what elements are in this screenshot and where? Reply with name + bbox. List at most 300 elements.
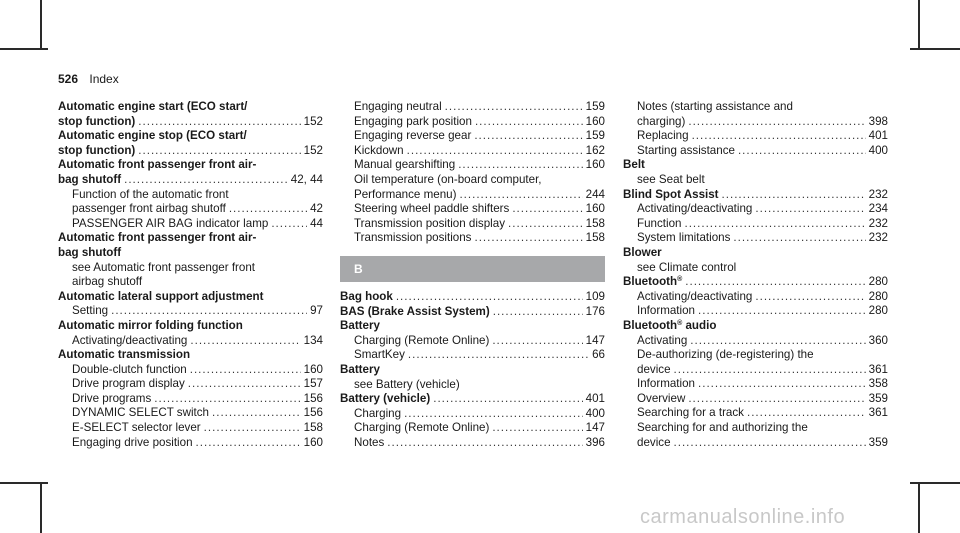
entry-label [637, 173, 705, 188]
index-subentry [623, 144, 888, 159]
index-subentry [58, 334, 323, 349]
entry-label [340, 290, 393, 305]
crop-mark [40, 482, 42, 533]
page-reference[interactable]: 147 [585, 333, 605, 347]
leader-dots [229, 202, 307, 217]
index-heading [58, 348, 323, 363]
page-reference[interactable]: 160 [303, 435, 323, 449]
leader-dots [733, 231, 865, 246]
index-column-1 [58, 100, 323, 450]
leader-dots [698, 304, 866, 319]
entry-label [72, 217, 268, 232]
leader-dots [154, 392, 300, 407]
entry-label [354, 436, 384, 451]
leader-dots [722, 188, 866, 203]
page-reference[interactable]: 232 [868, 216, 888, 230]
entry-text: Bluetooth [623, 318, 678, 332]
leader-dots [138, 115, 300, 130]
index-subentry [623, 217, 888, 232]
page-reference[interactable]: 360 [868, 333, 888, 347]
index-subentry [58, 275, 323, 290]
index-subentry [340, 378, 605, 393]
page-reference[interactable]: 134 [303, 333, 323, 347]
entry-label [354, 115, 472, 130]
leader-dots [474, 231, 582, 246]
entry-text: Engaging neutral [354, 100, 442, 113]
entry-text: Automatic transmission [58, 348, 191, 362]
index-subentry [58, 406, 323, 421]
index-heading [58, 231, 323, 246]
leader-dots [396, 290, 583, 305]
entry-text: passenger front airbag shutoff [72, 202, 226, 216]
entry-text: stop function) [58, 143, 136, 157]
leader-dots [493, 305, 583, 320]
entry-text: System limitations [637, 231, 731, 245]
leader-dots [404, 407, 583, 422]
entry-label [58, 290, 264, 305]
entry-text: Blind Spot Assist [623, 187, 719, 201]
entry-label [58, 144, 135, 159]
entry-text: Battery [340, 362, 380, 376]
index-column-2 [340, 100, 605, 450]
entry-text: Bag hook [340, 289, 393, 303]
index-heading [623, 188, 888, 203]
index-heading [340, 392, 605, 407]
entry-text: Charging (Remote Online) [354, 333, 490, 347]
index-heading [58, 115, 323, 130]
entry-label [354, 407, 401, 422]
index-subentry [623, 392, 888, 407]
page-reference[interactable]: 398 [868, 114, 888, 128]
index-heading [58, 319, 323, 334]
index-heading [623, 246, 888, 261]
page-reference[interactable]: 152 [303, 143, 323, 157]
entry-label [354, 158, 455, 173]
leader-dots [474, 129, 582, 144]
entry-label [623, 188, 719, 203]
entry-text: see Battery (vehicle) [354, 377, 460, 391]
entry-text: Steering wheel paddle shifters [354, 202, 510, 216]
page-reference[interactable]: 396 [585, 435, 605, 449]
entry-label [637, 334, 687, 349]
page-reference[interactable]: 147 [585, 421, 605, 435]
entry-label [637, 290, 752, 305]
page-reference[interactable]: 158 [585, 231, 605, 245]
entry-text: see Automatic front passenger front [72, 260, 256, 274]
page-reference[interactable]: 280 [868, 289, 888, 303]
registered-mark: ® [677, 319, 683, 327]
entry-label [623, 246, 662, 261]
crop-mark [910, 48, 960, 50]
page-reference[interactable]: 401 [585, 392, 605, 406]
page-reference[interactable]: 162 [585, 143, 605, 157]
index-subentry [58, 202, 323, 217]
watermark: carmanualsonline.info [640, 506, 846, 528]
index-subentry [623, 421, 888, 436]
page-reference[interactable]: 44 [310, 216, 323, 230]
page-reference[interactable]: 234 [868, 202, 888, 216]
entry-label [58, 231, 256, 246]
index-subentry [623, 406, 888, 421]
index-heading [623, 319, 888, 334]
index-subentry [340, 348, 605, 363]
index-subentry [623, 129, 888, 144]
entry-label [72, 334, 187, 349]
index-subentry [623, 231, 888, 246]
entry-text: Information [637, 377, 695, 391]
entry-label [340, 319, 380, 334]
leader-dots [692, 129, 866, 144]
index-subentry [340, 231, 605, 246]
index-subentry [623, 304, 888, 319]
entry-label [637, 217, 681, 232]
section-header-b: B [340, 256, 605, 282]
entry-label [354, 188, 456, 203]
entry-label [72, 261, 255, 276]
leader-dots [738, 144, 866, 159]
entry-text: SmartKey [354, 348, 405, 362]
leader-dots [212, 406, 301, 421]
page-reference[interactable]: 232 [868, 231, 888, 245]
leader-dots [188, 377, 301, 392]
index-subentry [340, 202, 605, 217]
index-subentry [58, 304, 323, 319]
page-reference[interactable]: 232 [868, 187, 888, 201]
index-subentry [623, 202, 888, 217]
entry-label [637, 304, 695, 319]
entry-text: Activating/deactivating [637, 202, 753, 216]
entry-label [72, 421, 201, 436]
entry-label [637, 377, 695, 392]
entry-text: Drive program display [72, 377, 185, 391]
leader-dots [190, 334, 300, 349]
index-subentry [340, 334, 605, 349]
entry-text: Engaging reverse gear [354, 129, 472, 143]
index-heading [58, 173, 323, 188]
entry-text: Notes (starting assistance and [637, 100, 793, 113]
entry-label [58, 100, 247, 115]
leader-dots [475, 115, 583, 130]
entry-text: BAS (Brake Assist System) [340, 304, 490, 318]
entry-label [58, 348, 190, 363]
page-reference[interactable]: 159 [585, 100, 605, 113]
entry-text: Transmission position display [354, 216, 505, 230]
entry-text: Activating/deactivating [72, 333, 188, 347]
page-reference[interactable]: 359 [868, 391, 888, 405]
index-heading [340, 319, 605, 334]
entry-label [72, 392, 151, 407]
entry-label [623, 319, 716, 334]
entry-text: Function [637, 216, 682, 230]
page-reference[interactable]: 160 [585, 114, 605, 128]
index-subentry [340, 100, 605, 115]
entry-text: Function of the automatic front [72, 187, 229, 201]
page-reference[interactable]: 361 [868, 362, 888, 376]
entry-label [637, 129, 689, 144]
page-title: Index [89, 72, 119, 86]
entry-label [637, 363, 671, 378]
page-reference[interactable]: 66 [592, 348, 605, 362]
index-subentry [623, 261, 888, 276]
entry-text: Notes [354, 435, 385, 449]
index-heading [340, 363, 605, 378]
entry-label [58, 158, 256, 173]
entry-label [637, 348, 814, 363]
entry-label [354, 231, 471, 246]
entry-label [354, 202, 509, 217]
leader-dots [684, 217, 865, 232]
page-reference[interactable]: 97 [310, 304, 323, 318]
index-subentry [623, 334, 888, 349]
entry-text: see Seat belt [637, 172, 705, 186]
page-reference[interactable]: 156 [303, 406, 323, 420]
entry-text: Engaging drive position [72, 435, 193, 449]
entry-label [637, 406, 744, 421]
index-subentry [623, 100, 888, 115]
entry-text: bag shutoff [58, 172, 122, 186]
entry-text: charging) [637, 114, 686, 128]
entry-text: Oil temperature (on-board computer, [354, 172, 542, 186]
entry-label [354, 217, 505, 232]
page-reference[interactable]: 400 [585, 406, 605, 420]
entry-label [58, 173, 121, 188]
index-subentry [340, 173, 605, 188]
page-reference[interactable]: 358 [868, 377, 888, 391]
index-subentry [623, 348, 888, 363]
entry-text: Overview [637, 391, 686, 405]
leader-dots [747, 406, 866, 421]
entry-label [72, 363, 187, 378]
entry-text: Searching for and authorizing the [637, 421, 808, 435]
leader-dots [755, 290, 865, 305]
page-reference[interactable]: 160 [303, 362, 323, 376]
entry-label [58, 129, 247, 144]
page-reference[interactable]: 160 [585, 158, 605, 172]
entry-text: Belt [623, 158, 645, 172]
index-heading [340, 305, 605, 320]
entry-text: Battery (vehicle) [340, 392, 431, 406]
entry-text: Double-clutch function [72, 362, 187, 376]
index-subentry [623, 436, 888, 451]
leader-dots [492, 421, 582, 436]
page-reference[interactable]: 158 [303, 421, 323, 435]
entry-label [72, 406, 209, 421]
entry-label [637, 100, 793, 115]
leader-dots [685, 275, 865, 290]
index-subentry [340, 188, 605, 203]
entry-text: PASSENGER AIR BAG indicator lamp [72, 216, 269, 230]
entry-text: E-SELECT selector lever [72, 421, 201, 435]
entry-label [354, 144, 404, 159]
index-subentry [623, 173, 888, 188]
entry-text: see Climate control [637, 260, 737, 274]
index-heading [623, 158, 888, 173]
index-heading [58, 158, 323, 173]
leader-dots [458, 158, 582, 173]
index-subentry [623, 115, 888, 130]
crop-mark [40, 0, 42, 48]
page-reference[interactable]: 176 [585, 304, 605, 318]
index-heading [58, 246, 323, 261]
index-subentry [623, 377, 888, 392]
entry-label [637, 202, 752, 217]
leader-dots [124, 173, 288, 188]
entry-label [637, 392, 685, 407]
entry-text: Automatic front passenger front air- [58, 158, 257, 172]
index-heading [58, 144, 323, 159]
entry-label [354, 348, 405, 363]
entry-label [72, 275, 142, 290]
entry-label [72, 436, 193, 451]
registered-mark: ® [677, 276, 683, 284]
page-header [58, 72, 119, 86]
entry-text: DYNAMIC SELECT switch [72, 406, 210, 420]
leader-dots [407, 144, 583, 159]
index-subentry [58, 377, 323, 392]
entry-text: Kickdown [354, 143, 404, 157]
index-heading [58, 100, 323, 115]
index-subentry [340, 129, 605, 144]
index-subentry [58, 392, 323, 407]
index-subentry [340, 436, 605, 451]
leader-dots [459, 188, 582, 203]
crop-mark [0, 482, 48, 484]
page-reference[interactable]: 156 [303, 391, 323, 405]
entry-label [72, 202, 226, 217]
leader-dots [688, 115, 865, 130]
page-reference[interactable]: 280 [868, 275, 888, 289]
page-reference[interactable]: 361 [868, 406, 888, 420]
entry-text: Transmission positions [354, 231, 472, 245]
entry-label [354, 421, 489, 436]
entry-label [637, 115, 685, 130]
index-subentry [58, 217, 323, 232]
entry-text-tail: audio [682, 318, 717, 332]
entry-text: device [637, 435, 671, 449]
entry-text: Activating [637, 333, 688, 347]
entry-label [354, 100, 442, 115]
entry-label [72, 304, 108, 319]
leader-dots [138, 144, 300, 159]
entry-text: Automatic engine stop (ECO start/ [58, 129, 247, 143]
entry-text: Automatic engine start (ECO start/ [58, 100, 248, 113]
leader-dots [204, 421, 301, 436]
entry-label [72, 188, 229, 203]
page-reference[interactable]: 401 [868, 129, 888, 143]
entry-label [72, 377, 185, 392]
index-column-3 [623, 100, 888, 450]
index-heading [58, 129, 323, 144]
page-reference[interactable]: 400 [868, 143, 888, 157]
page-reference[interactable]: 152 [303, 114, 323, 128]
entry-text: Setting [72, 304, 109, 318]
page-reference[interactable]: 280 [868, 304, 888, 318]
entry-text: Drive programs [72, 391, 152, 405]
index-subentry [58, 436, 323, 451]
crop-mark [910, 482, 960, 484]
leader-dots [387, 436, 582, 451]
entry-label [354, 378, 460, 393]
leader-dots [111, 304, 307, 319]
entry-text: Automatic front passenger front air- [58, 231, 257, 245]
entry-text: Blower [623, 245, 662, 259]
index-subentry [58, 261, 323, 276]
leader-dots [512, 202, 582, 217]
entry-label [340, 305, 490, 320]
index-subentry [623, 363, 888, 378]
leader-dots [690, 334, 865, 349]
entry-text: Searching for a track [637, 406, 744, 420]
page-reference[interactable]: 244 [585, 187, 605, 201]
entry-label [623, 158, 645, 173]
leader-dots [433, 392, 582, 407]
index-subentry [58, 188, 323, 203]
crop-mark [918, 482, 920, 533]
entry-label [637, 231, 730, 246]
page-reference[interactable]: 158 [585, 216, 605, 230]
leader-dots [190, 363, 301, 378]
crop-mark [918, 0, 920, 48]
entry-text: Charging (Remote Online) [354, 421, 490, 435]
leader-dots [674, 363, 866, 378]
leader-dots [674, 436, 866, 451]
leader-dots [508, 217, 583, 232]
entry-text: device [637, 362, 671, 376]
entry-text: Engaging park position [354, 114, 472, 128]
page-reference[interactable]: 160 [585, 202, 605, 216]
entry-text: bag shutoff [58, 245, 122, 259]
crop-mark [0, 48, 48, 50]
entry-label [354, 173, 542, 188]
index-heading [58, 290, 323, 305]
leader-dots [408, 348, 589, 363]
index-heading [623, 275, 888, 290]
page-reference[interactable]: 109 [585, 289, 605, 303]
page-reference[interactable]: 159 [585, 129, 605, 143]
entry-text: Battery [340, 319, 380, 333]
page-reference[interactable]: 42 [310, 202, 323, 216]
index-subentry [340, 421, 605, 436]
page-reference[interactable]: 42, 44 [290, 172, 323, 186]
index-subentry [340, 407, 605, 422]
entry-label [58, 115, 135, 130]
entry-label [637, 144, 735, 159]
leader-dots [698, 377, 866, 392]
entry-text: De-authorizing (de-registering) the [637, 348, 814, 362]
entry-text: Automatic mirror folding function [58, 318, 243, 332]
entry-text: Bluetooth [623, 275, 678, 289]
leader-dots [445, 100, 583, 115]
leader-dots [271, 217, 307, 232]
entry-label [340, 392, 430, 407]
entry-text: Replacing [637, 129, 689, 143]
index-subentry [623, 290, 888, 305]
index-subentry [340, 144, 605, 159]
page-reference[interactable]: 157 [303, 377, 323, 391]
entry-label [58, 319, 243, 334]
index-subentry [58, 421, 323, 436]
entry-label [637, 261, 736, 276]
entry-label [354, 129, 471, 144]
entry-text: Information [637, 304, 695, 318]
index-heading [340, 290, 605, 305]
page-reference[interactable]: 359 [868, 435, 888, 449]
entry-text: stop function) [58, 114, 136, 128]
entry-text: Manual gearshifting [354, 158, 456, 172]
leader-dots [492, 334, 582, 349]
entry-label [637, 421, 808, 436]
entry-label [354, 334, 489, 349]
